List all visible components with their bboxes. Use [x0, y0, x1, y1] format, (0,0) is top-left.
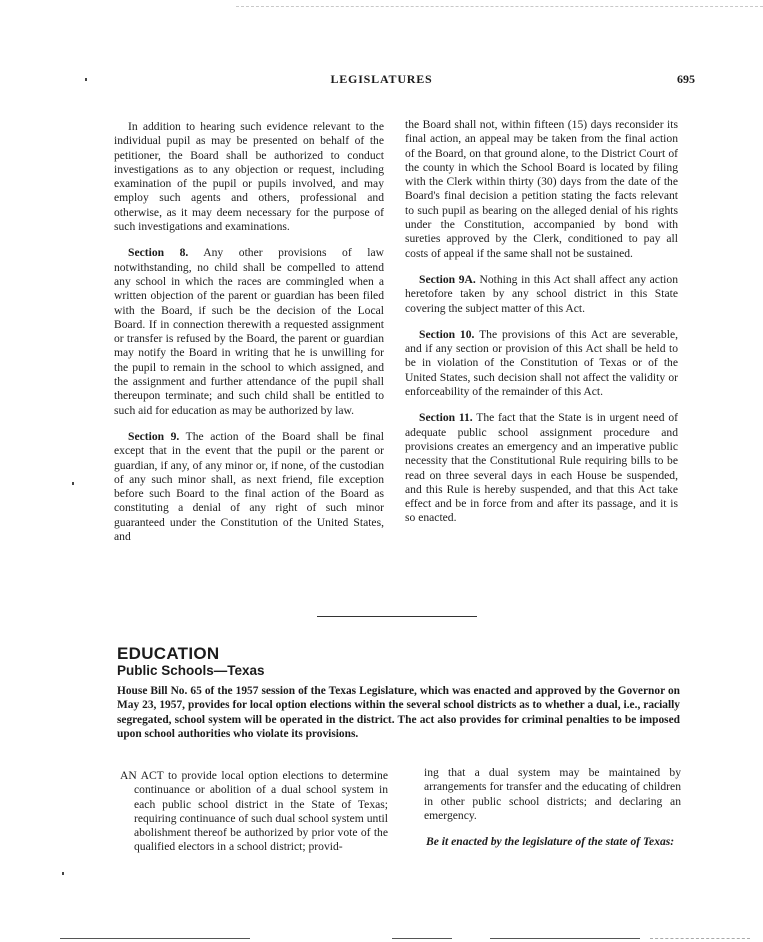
section-9-label: Section 9. [128, 429, 180, 443]
section-10-text: The provisions of this Act are severable, and if any section or provision of this Act shall be held to be in violation of the Constitution of Texas or of the United States, such decision shall not affect the validity or enforceability of the remainder of this Act. [405, 327, 678, 399]
act-title-left-column [120, 769, 388, 867]
section-9a-label: Section 9A. [419, 272, 476, 286]
page-number: 695 [677, 72, 695, 86]
section-8-paragraph [114, 246, 384, 418]
section-11-label: Section 11. [419, 411, 473, 425]
paragraph-appeal-continuation: the Board shall not, within fifteen (15) days reconsider its final action, an appeal may be taken from the final action of the Board, on that ground alone, to the District Court of the county in which the School Board is located by filing with the Clerk within thirty (30) days from the date of the Board's final decision a petition stating the facts relevant to such pupil as bearing on the alleged denial of his rights under the Constitution, accompanied by bond with sureties approved by the Clerk, conditioned to pay all costs of appeal if the same shall not be sustained. [405, 118, 678, 260]
bill-summary: House Bill No. 65 of the 1957 session of the Texas Legislature, which was enacted and approved by the Governor on May 23, 1957, provides for local option elections within the several school districts as to whether a dual, i.e., racially segregated, school system will be operated in the district. The act also provides for criminal penalties to be imposed upon school authorities who violate its provisions. [117, 685, 680, 740]
bottom-edge-line-middle [392, 938, 452, 939]
section-9-text: The action of the Board shall be final except that in the event that the pupil or the parent or guardian, if any, of any minor or, if none, of the custodian of any such minor shall, as next friend, file exception before such Board to the final action of the Board as constituting a denial of any right of such minor guaranteed under the Constitution of the United States, and [114, 429, 384, 544]
act-title-right: ing that a dual system may be maintained by arrangements for transfer and the educating of children in other public school districts; and declaring an emergency. [424, 766, 681, 822]
section-10-label: Section 10. [419, 327, 475, 341]
scan-speck [62, 872, 64, 875]
bottom-edge-line-left [60, 938, 250, 939]
section-9a-text: Nothing in this Act shall affect any action heretofore taken by any school district in this State covering the subject matter of this Act. [405, 272, 678, 315]
education-subheading: Public Schools—Texas [117, 663, 265, 678]
act-title-right-column [412, 766, 681, 861]
section-8-text: Any other provisions of law notwithstanding, no child shall be compelled to attend any school in which the races are commingled when a written objection of the parent or guardian has been filed with the Board, if such be the decision of the Local Board. If in connection therewith a requested assignment or transfer is refused by the Board, the parent or guardian may notify the Board in writing that he is unwilling for the pupil to remain in the school to which assigned, and the assignment and further attendance of the pupil shall thereupon terminate; and such child shall be entitled to such aid for education as may be authorized by law. [114, 246, 384, 417]
section-11-paragraph [405, 411, 678, 525]
top-edge-dotted-line [236, 6, 763, 7]
scan-speck [72, 482, 74, 485]
section-10-paragraph [405, 328, 678, 399]
section-9-paragraph [114, 430, 384, 544]
bottom-edge-dashed-line [650, 938, 750, 939]
act-title-text [120, 769, 388, 855]
right-text-column [405, 118, 678, 538]
section-divider-rule [317, 616, 477, 617]
section-11-text: The fact that the State is in urgent need of adequate public school assignment procedure and provisions creates an emergency and an imperative public necessity that the Constitutional Rule requiring bills to be read on three several days in each House be suspended, and this Rule is hereby suspended, and that this Act take effect and be in force from and after its passage, and it is so enacted. [405, 411, 678, 525]
bottom-edge-line-right [490, 938, 640, 939]
section-8-label: Section 8. [128, 246, 189, 260]
running-header-title: LEGISLATURES [330, 72, 433, 86]
left-text-column [114, 120, 384, 556]
act-title-left: AN ACT to provide local option elections to determine continuance or abolition of a dual school system in each public school district in the State of Texas; requiring continuance of such dual school system until abolishment thereof be authorized by prior vote of the qualified electors in a school district; provid- [120, 769, 388, 854]
scan-speck [85, 78, 87, 81]
education-heading: EDUCATION [117, 644, 220, 663]
section-9a-paragraph [405, 273, 678, 316]
enacting-clause: Be it enacted by the legislature of the state of Texas: [426, 835, 675, 849]
paragraph-hearing-evidence: In addition to hearing such evidence relevant to the individual pupil as may be presented on behalf of the petitioner, the Board shall be authorized to conduct investigations as to any objection or request, including examination of the pupil or pupils involved, and may employ such agents and others, professional and otherwise, as it may deem necessary for the purpose of such investigations and examinations. [114, 120, 384, 234]
